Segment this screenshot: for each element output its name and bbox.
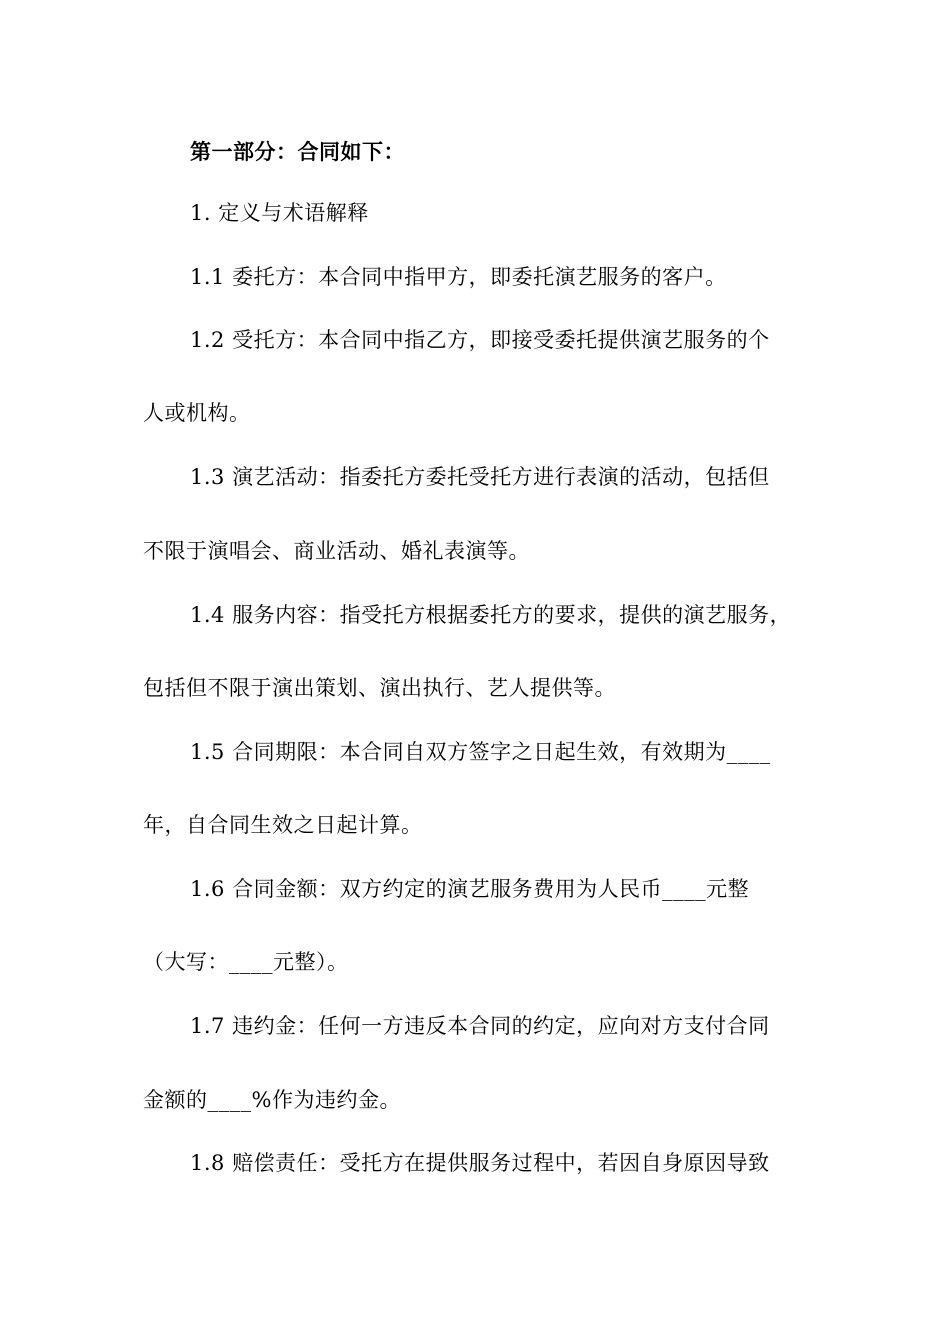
paragraph-line: 1. 定义与术语解释 — [190, 201, 369, 225]
paragraph-line: 不限于演唱会、商业活动、婚礼表演等。 — [143, 539, 530, 563]
paragraph-line: 金额的____%作为违约金。 — [143, 1088, 401, 1112]
paragraph-line: （大写：____元整）。 — [143, 950, 349, 974]
paragraph-line: 1.7 违约金：任何一方违反本合同的约定，应向对方支付合同 — [190, 1014, 770, 1038]
paragraph-line: 1.4 服务内容：指受托方根据委托方的要求，提供的演艺服务， — [190, 603, 792, 627]
paragraph-line: 1.2 受托方：本合同中指乙方，即接受委托提供演艺服务的个 — [190, 328, 770, 352]
paragraph-line: 包括但不限于演出策划、演出执行、艺人提供等。 — [143, 676, 616, 700]
paragraph-line: 1.5 合同期限：本合同自双方签字之日起生效，有效期为____ — [190, 740, 771, 764]
section-heading: 第一部分：合同如下： — [190, 139, 405, 164]
paragraph-line: 1.3 演艺活动：指委托方委托受托方进行表演的活动，包括但 — [190, 465, 770, 489]
paragraph-line: 1.8 赔偿责任：受托方在提供服务过程中，若因自身原因导致 — [190, 1151, 770, 1175]
paragraph-line: 1.6 合同金额：双方约定的演艺服务费用为人民币____元整 — [190, 877, 750, 901]
paragraph-line: 1.1 委托方：本合同中指甲方，即委托演艺服务的客户。 — [190, 265, 727, 289]
paragraph-line: 年，自合同生效之日起计算。 — [143, 813, 423, 837]
paragraph-line: 人或机构。 — [143, 401, 251, 425]
